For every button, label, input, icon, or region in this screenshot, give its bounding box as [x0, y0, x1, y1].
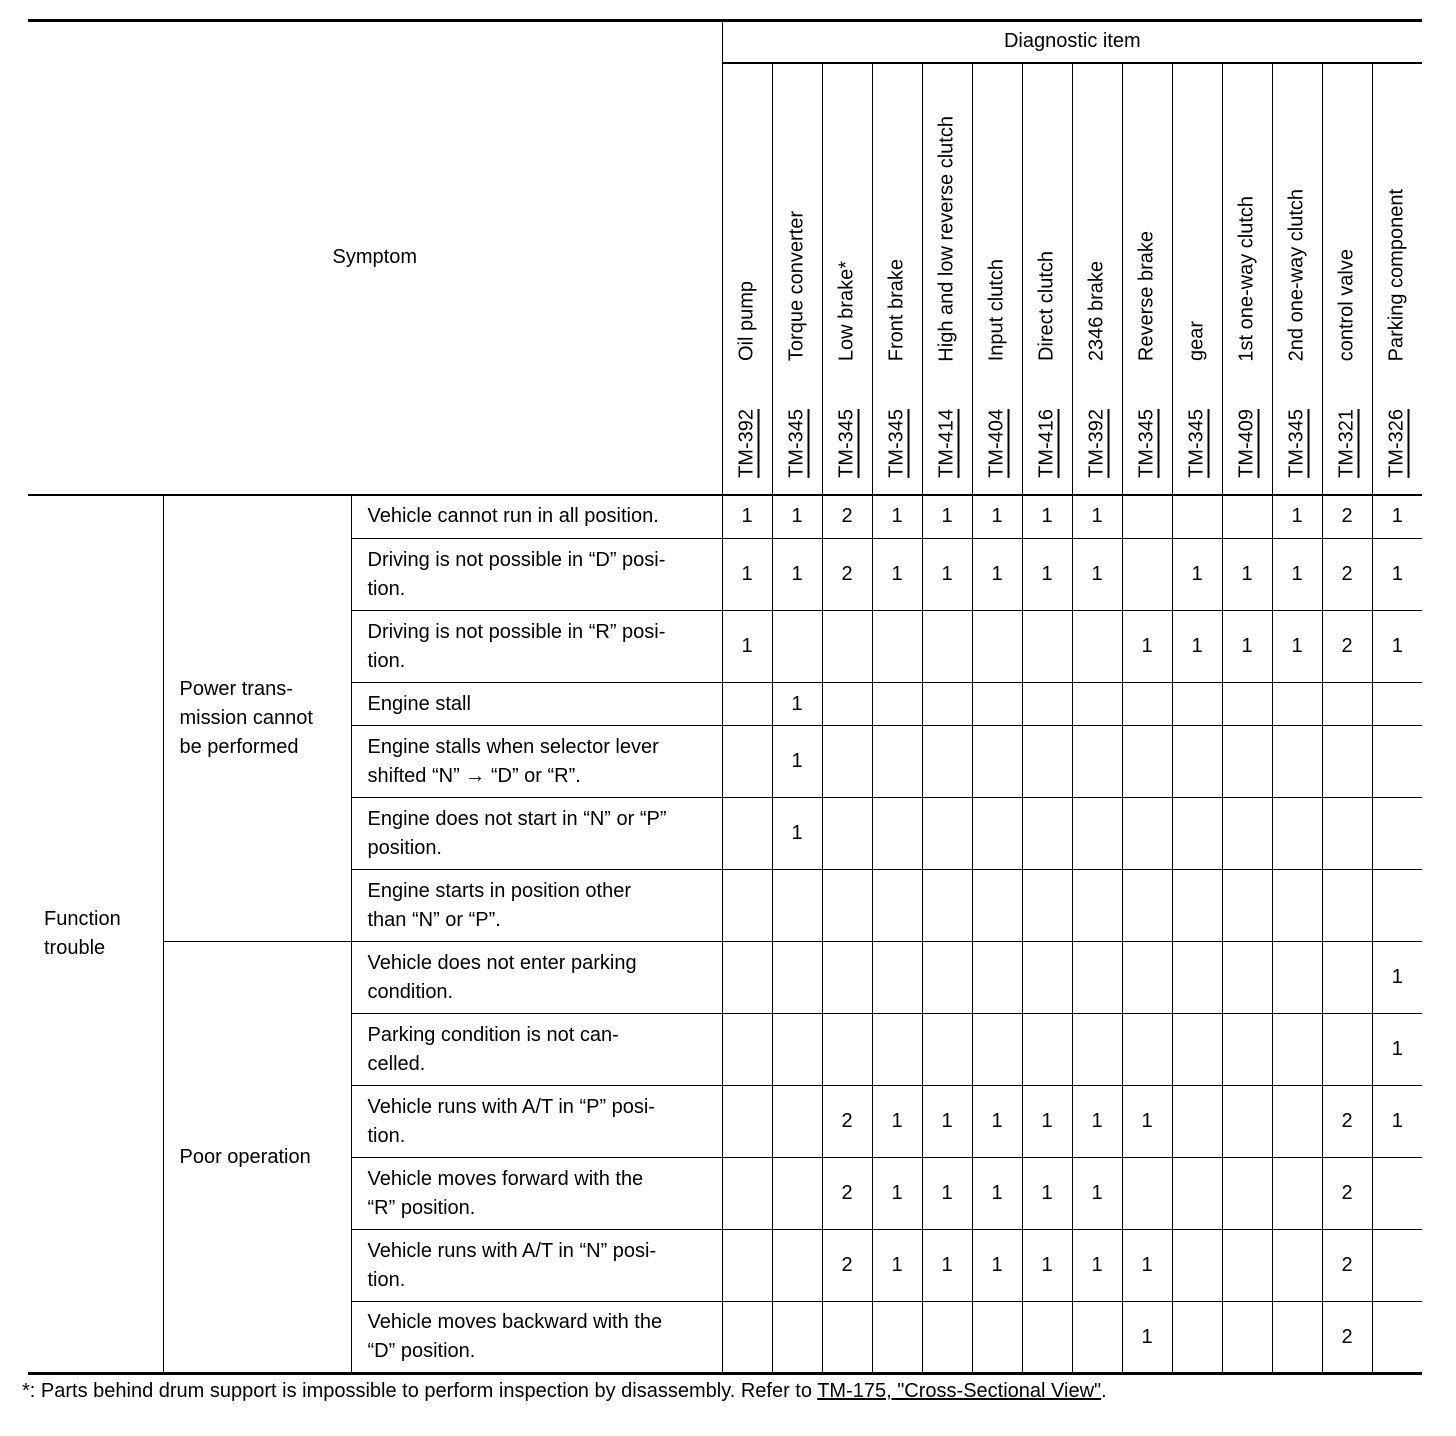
value-cell — [872, 683, 922, 726]
value-cell — [1172, 1230, 1222, 1302]
value-cell — [1072, 870, 1122, 942]
value-cell — [822, 683, 872, 726]
value-cell — [1072, 726, 1122, 798]
value-cell: 1 — [1122, 1086, 1172, 1158]
column-name: High and low reverse clutch — [935, 115, 958, 362]
value-cell: 1 — [722, 611, 772, 683]
value-cell: 2 — [1322, 1158, 1372, 1230]
column-ref-link[interactable]: TM-345 — [1285, 408, 1308, 478]
value-cell — [1372, 870, 1422, 942]
value-cell: 1 — [772, 539, 822, 611]
value-cell — [922, 798, 972, 870]
column-name: 1st one-way clutch — [1235, 195, 1258, 362]
value-cell — [822, 870, 872, 942]
value-cell — [772, 1302, 822, 1374]
value-cell — [1172, 1014, 1222, 1086]
value-cell — [1222, 942, 1272, 1014]
value-cell: 2 — [1322, 539, 1372, 611]
value-cell — [822, 1014, 872, 1086]
value-cell: 1 — [772, 798, 822, 870]
column-header — [922, 63, 972, 495]
value-cell: 1 — [922, 539, 972, 611]
value-cell — [972, 1302, 1022, 1374]
value-cell — [922, 870, 972, 942]
value-cell: 2 — [1322, 1086, 1372, 1158]
value-cell — [1172, 798, 1222, 870]
symptom-cell: Vehicle does not enter parking condition. — [351, 942, 722, 1014]
value-cell — [1122, 539, 1172, 611]
column-header — [1022, 63, 1072, 495]
value-cell — [1072, 798, 1122, 870]
value-cell — [1172, 726, 1222, 798]
column-name: 2346 brake — [1085, 261, 1108, 362]
group-cell: Power trans- mission cannot be performed — [163, 495, 351, 942]
value-cell — [772, 1014, 822, 1086]
value-cell — [1272, 1158, 1322, 1230]
value-cell: 1 — [922, 1230, 972, 1302]
value-cell — [772, 1086, 822, 1158]
value-cell — [722, 1158, 772, 1230]
column-ref-link[interactable]: TM-345 — [785, 408, 808, 478]
symptom-cell: Vehicle runs with A/T in “N” posi- tion. — [351, 1230, 722, 1302]
value-cell — [1322, 726, 1372, 798]
value-cell — [722, 1086, 772, 1158]
value-cell — [1072, 611, 1122, 683]
value-cell: 1 — [1372, 611, 1422, 683]
value-cell — [1222, 798, 1272, 870]
value-cell — [972, 683, 1022, 726]
symptom-header: Symptom — [28, 21, 722, 495]
value-cell: 2 — [822, 1230, 872, 1302]
value-cell — [922, 1014, 972, 1086]
value-cell — [1372, 683, 1422, 726]
value-cell — [1072, 1302, 1122, 1374]
value-cell — [1372, 1158, 1422, 1230]
value-cell — [1272, 1086, 1322, 1158]
value-cell: 2 — [822, 1158, 872, 1230]
value-cell — [1172, 495, 1222, 539]
value-cell: 1 — [1272, 539, 1322, 611]
column-header — [972, 63, 1022, 495]
column-name: Parking component — [1385, 189, 1408, 362]
column-name: Input clutch — [985, 259, 1008, 362]
column-name: Torque converter — [785, 211, 808, 362]
value-cell — [1172, 1086, 1222, 1158]
value-cell — [1372, 726, 1422, 798]
column-header — [1372, 63, 1422, 495]
value-cell — [1172, 942, 1222, 1014]
value-cell: 1 — [1172, 611, 1222, 683]
value-cell: 2 — [1322, 611, 1372, 683]
value-cell — [772, 1230, 822, 1302]
value-cell — [922, 726, 972, 798]
value-cell — [1172, 1158, 1222, 1230]
column-name: Front brake — [885, 259, 908, 362]
value-cell — [1222, 1014, 1272, 1086]
value-cell — [1272, 942, 1322, 1014]
value-cell — [1272, 870, 1322, 942]
value-cell — [1122, 1014, 1172, 1086]
value-cell — [1122, 683, 1172, 726]
value-cell — [1022, 683, 1072, 726]
column-header — [1122, 63, 1172, 495]
value-cell — [1222, 870, 1272, 942]
value-cell — [822, 1302, 872, 1374]
value-cell — [722, 870, 772, 942]
value-cell — [1022, 1302, 1072, 1374]
value-cell: 1 — [1172, 539, 1222, 611]
value-cell — [1222, 726, 1272, 798]
value-cell — [1272, 1014, 1322, 1086]
value-cell — [722, 726, 772, 798]
value-cell — [1172, 683, 1222, 726]
value-cell — [822, 726, 872, 798]
value-cell — [1072, 683, 1122, 726]
symptom-cell: Driving is not possible in “D” posi- tion. — [351, 539, 722, 611]
column-ref-link[interactable]: TM-409 — [1235, 408, 1258, 478]
value-cell — [722, 942, 772, 1014]
column-ref-link[interactable]: TM-392 — [735, 408, 758, 478]
column-ref-link[interactable]: TM-345 — [1135, 408, 1158, 478]
value-cell — [722, 1302, 772, 1374]
value-cell: 1 — [1272, 611, 1322, 683]
value-cell: 1 — [1122, 1230, 1172, 1302]
value-cell: 1 — [1072, 495, 1122, 539]
symptom-cell: Vehicle runs with A/T in “P” posi- tion. — [351, 1086, 722, 1158]
footnote — [22, 1380, 1107, 1403]
value-cell — [972, 942, 1022, 1014]
value-cell: 1 — [1072, 1230, 1122, 1302]
value-cell — [772, 611, 822, 683]
column-name: control valve — [1335, 249, 1358, 362]
column-ref-link[interactable]: TM-392 — [1085, 408, 1108, 478]
column-ref-link[interactable]: TM-321 — [1335, 408, 1358, 478]
value-cell — [972, 726, 1022, 798]
value-cell — [1322, 683, 1372, 726]
value-cell: 1 — [1222, 611, 1272, 683]
value-cell — [1022, 1014, 1072, 1086]
value-cell — [1172, 1302, 1222, 1374]
value-cell: 1 — [1022, 495, 1072, 539]
column-ref-link[interactable]: TM-345 — [1185, 408, 1208, 478]
column-name: Reverse brake — [1135, 231, 1158, 362]
diagnosis-table — [28, 19, 1422, 1375]
value-cell: 1 — [972, 1230, 1022, 1302]
value-cell — [772, 870, 822, 942]
footnote-text: *: Parts behind drum support is impossible to perform inspection by disassembly. Refer to — [22, 1380, 818, 1402]
column-header — [1172, 63, 1222, 495]
value-cell — [1272, 798, 1322, 870]
value-cell — [772, 1158, 822, 1230]
value-cell: 1 — [872, 1230, 922, 1302]
symptom-cell: Engine stall — [351, 683, 722, 726]
column-header — [1222, 63, 1272, 495]
value-cell — [922, 611, 972, 683]
value-cell: 1 — [1372, 539, 1422, 611]
value-cell — [972, 1014, 1022, 1086]
value-cell — [1272, 683, 1322, 726]
column-header — [1072, 63, 1122, 495]
value-cell: 2 — [822, 1086, 872, 1158]
value-cell — [972, 798, 1022, 870]
column-ref-link[interactable]: TM-404 — [985, 408, 1008, 478]
value-cell — [822, 798, 872, 870]
value-cell — [1322, 870, 1372, 942]
value-cell — [1022, 726, 1072, 798]
value-cell — [1172, 870, 1222, 942]
value-cell: 1 — [872, 539, 922, 611]
column-header — [1322, 63, 1372, 495]
column-header — [1272, 63, 1322, 495]
value-cell: 1 — [922, 1158, 972, 1230]
cross-sectional-view-link[interactable]: TM-175, "Cross-Sectional View" — [817, 1380, 1102, 1402]
column-name: Low brake* — [835, 261, 858, 362]
value-cell — [872, 1014, 922, 1086]
group-cell: Poor operation — [163, 942, 351, 1374]
value-cell: 1 — [1122, 1302, 1172, 1374]
value-cell — [922, 942, 972, 1014]
value-cell — [1222, 1086, 1272, 1158]
value-cell — [1122, 942, 1172, 1014]
column-name: 2nd one-way clutch — [1285, 189, 1308, 362]
value-cell — [1122, 1158, 1172, 1230]
value-cell — [1272, 726, 1322, 798]
symptom-cell: Vehicle moves forward with the “R” position. — [351, 1158, 722, 1230]
value-cell: 1 — [722, 495, 772, 539]
value-cell — [872, 798, 922, 870]
value-cell — [1072, 1014, 1122, 1086]
value-cell: 1 — [772, 726, 822, 798]
value-cell — [872, 870, 922, 942]
value-cell — [1322, 1014, 1372, 1086]
column-ref-link[interactable]: TM-416 — [1035, 408, 1058, 478]
value-cell: 1 — [1072, 539, 1122, 611]
value-cell — [1272, 1302, 1322, 1374]
value-cell — [1222, 1302, 1272, 1374]
value-cell — [822, 942, 872, 1014]
value-cell — [1272, 1230, 1322, 1302]
value-cell: 1 — [772, 495, 822, 539]
value-cell — [1322, 798, 1372, 870]
value-cell — [1222, 1158, 1272, 1230]
value-cell — [1022, 611, 1072, 683]
symptom-cell: Engine starts in position other than “N” or “P”. — [351, 870, 722, 942]
value-cell: 1 — [1372, 1086, 1422, 1158]
symptom-cell: Vehicle moves backward with the “D” position. — [351, 1302, 722, 1374]
value-cell: 1 — [872, 1158, 922, 1230]
symptom-cell: Driving is not possible in “R” posi- tion. — [351, 611, 722, 683]
value-cell: 2 — [1322, 1230, 1372, 1302]
value-cell: 1 — [1372, 495, 1422, 539]
value-cell: 2 — [822, 539, 872, 611]
column-name: Direct clutch — [1035, 251, 1058, 362]
table-row — [28, 942, 1422, 1014]
value-cell: 2 — [1322, 1302, 1372, 1374]
column-ref-link[interactable]: TM-326 — [1385, 408, 1408, 478]
column-header — [822, 63, 872, 495]
value-cell — [1022, 870, 1072, 942]
value-cell — [872, 611, 922, 683]
value-cell: 1 — [1372, 942, 1422, 1014]
symptom-cell: Vehicle cannot run in all position. — [351, 495, 722, 539]
value-cell — [972, 611, 1022, 683]
value-cell: 1 — [1222, 539, 1272, 611]
column-ref-link[interactable]: TM-345 — [885, 408, 908, 478]
diagnostic-item-header: Diagnostic item — [722, 21, 1422, 63]
value-cell — [1372, 798, 1422, 870]
value-cell — [772, 942, 822, 1014]
value-cell — [1372, 1230, 1422, 1302]
value-cell — [1222, 1230, 1272, 1302]
value-cell — [922, 683, 972, 726]
value-cell — [872, 726, 922, 798]
column-header — [722, 63, 772, 495]
value-cell: 1 — [872, 1086, 922, 1158]
value-cell — [1072, 942, 1122, 1014]
column-name: gear — [1185, 321, 1208, 362]
value-cell: 1 — [1272, 495, 1322, 539]
value-cell — [922, 1302, 972, 1374]
value-cell — [1372, 1302, 1422, 1374]
value-cell: 1 — [922, 1086, 972, 1158]
footnote-end: . — [1101, 1380, 1107, 1402]
value-cell — [972, 870, 1022, 942]
value-cell — [1322, 942, 1372, 1014]
column-ref-link[interactable]: TM-414 — [935, 408, 958, 478]
symptom-cell: Engine does not start in “N” or “P” position. — [351, 798, 722, 870]
value-cell — [1122, 798, 1172, 870]
value-cell: 1 — [1072, 1086, 1122, 1158]
value-cell — [1222, 683, 1272, 726]
value-cell — [1122, 870, 1172, 942]
value-cell — [722, 683, 772, 726]
symptom-cell: Parking condition is not can- celled. — [351, 1014, 722, 1086]
value-cell: 1 — [972, 1158, 1022, 1230]
table-row — [28, 495, 1422, 539]
value-cell: 2 — [822, 495, 872, 539]
value-cell — [822, 611, 872, 683]
value-cell: 1 — [922, 495, 972, 539]
value-cell: 1 — [772, 683, 822, 726]
column-header — [872, 63, 922, 495]
value-cell: 1 — [1022, 1158, 1072, 1230]
category-cell: Function trouble — [28, 495, 163, 1374]
value-cell: 1 — [1022, 1086, 1072, 1158]
column-name: Oil pump — [735, 281, 758, 362]
value-cell — [872, 1302, 922, 1374]
symptom-cell: Engine stalls when selector lever shifted “N” → “D” or “R”. — [351, 726, 722, 798]
value-cell — [722, 1230, 772, 1302]
value-cell — [1122, 495, 1172, 539]
value-cell: 1 — [1072, 1158, 1122, 1230]
column-header — [772, 63, 822, 495]
value-cell: 1 — [1022, 539, 1072, 611]
value-cell: 1 — [872, 495, 922, 539]
value-cell — [1022, 942, 1072, 1014]
value-cell: 1 — [1122, 611, 1172, 683]
value-cell — [872, 942, 922, 1014]
value-cell: 1 — [1022, 1230, 1072, 1302]
value-cell — [1222, 495, 1272, 539]
value-cell: 1 — [972, 539, 1022, 611]
value-cell: 1 — [1372, 1014, 1422, 1086]
value-cell — [722, 1014, 772, 1086]
value-cell: 2 — [1322, 495, 1372, 539]
column-ref-link[interactable]: TM-345 — [835, 408, 858, 478]
value-cell: 1 — [972, 1086, 1022, 1158]
value-cell — [722, 798, 772, 870]
value-cell — [1022, 798, 1072, 870]
value-cell: 1 — [972, 495, 1022, 539]
value-cell: 1 — [722, 539, 772, 611]
value-cell — [1122, 726, 1172, 798]
